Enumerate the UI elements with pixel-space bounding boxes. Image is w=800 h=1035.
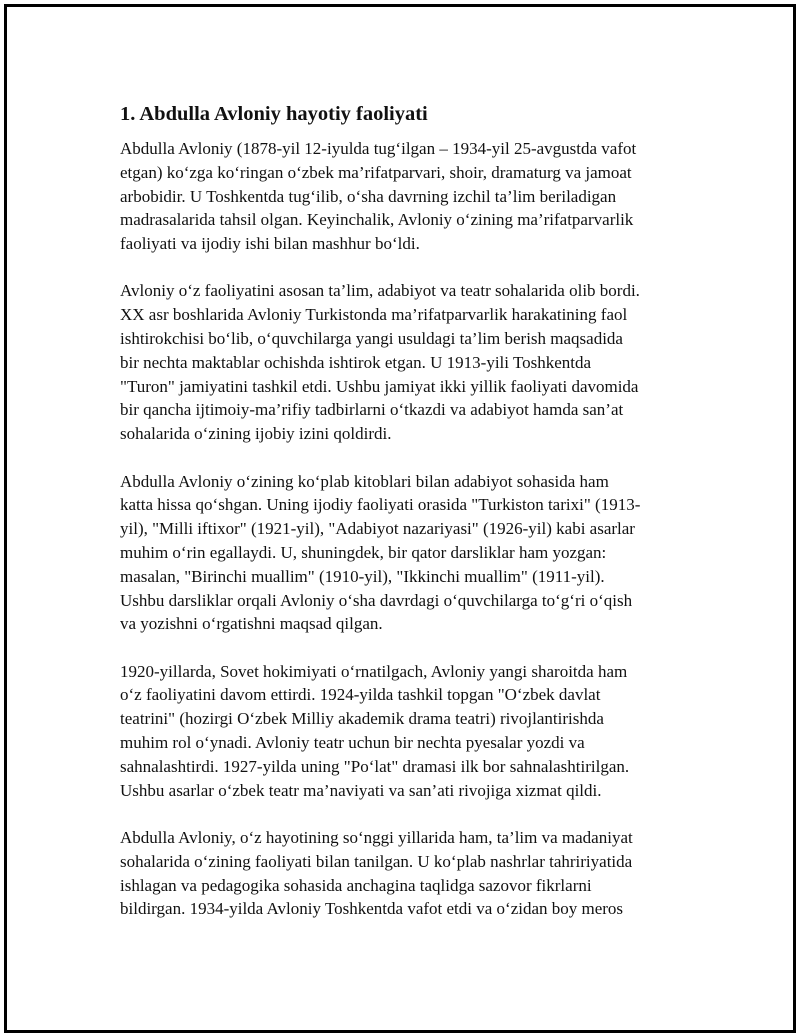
paragraph-line: katta hissa qo‘shgan. Uning ijodiy faoliyati orasida "Turkiston tarixi" (1913-	[120, 495, 641, 515]
page-title: 1. Abdulla Avloniy hayotiy faoliyati	[120, 103, 428, 125]
paragraph-line: masalan, "Birinchi muallim" (1910-yil), "Ikkinchi muallim" (1911-yil).	[120, 566, 605, 586]
paragraph-line: madrasalarida tahsil olgan. Keyinchalik, Avloniy o‘zining ma’rifatparvarlik	[120, 210, 634, 230]
paragraph-line: ishlagan va pedagogika sohasida anchagina taqlidga sazovor fikrlarni	[120, 875, 592, 895]
paragraph	[120, 279, 700, 446]
page-frame	[4, 4, 796, 1033]
paragraph-line: Abdulla Avloniy, o‘z hayotining so‘nggi yillarida ham, ta’lim va madaniyat	[120, 827, 633, 847]
paragraph-line: va yozishni o‘rgatishni maqsad qilgan.	[120, 614, 383, 634]
paragraph-line: Avloniy o‘z faoliyatini asosan ta’lim, adabiyot va teatr sohalarida olib bordi.	[120, 281, 640, 301]
paragraph-line: Abdulla Avloniy (1878-yil 12-iyulda tug‘ilgan – 1934-yil 25-avgustda vafot	[120, 139, 637, 158]
paragraph-line: arbobidir. U Toshkentda tug‘ilib, o‘sha davrning izchil ta’lim beriladigan	[120, 186, 617, 206]
paragraph	[120, 660, 700, 803]
paragraph-line: muhim o‘rin egallaydi. U, shuningdek, bir qator darsliklar ham yozgan:	[120, 542, 607, 562]
paragraph-line: faoliyati va ijodiy ishi bilan mashhur bo‘ldi.	[120, 234, 420, 254]
paragraph-line: Ushbu asarlar o‘zbek teatr ma’naviyati va san’ati rivojiga xizmat qildi.	[120, 780, 602, 800]
paragraph-line: XX asr boshlarida Avloniy Turkistonda ma’rifatparvarlik harakatining faol	[120, 305, 628, 325]
paragraph-line: "Turon" jamiyatini tashkil etdi. Ushbu jamiyat ikki yillik faoliyati davomida	[120, 376, 639, 396]
paragraph-line: o‘z faoliyatini davom ettirdi. 1924-yilda tashkil topgan "O‘zbek davlat	[120, 685, 601, 705]
paragraph-line: sohalarida o‘zining faoliyati bilan tanilgan. U ko‘plab nashrlar tahririyatida	[120, 851, 633, 871]
paragraph-list	[120, 137, 700, 921]
paragraph-line: bir nechta maktablar ochishda ishtirok etgan. U 1913-yili Toshkentda	[120, 352, 592, 372]
paragraph-line: Ushbu darsliklar orqali Avloniy o‘sha davrdagi o‘quvchilarga to‘g‘ri o‘qish	[120, 590, 633, 610]
paragraph-line: Abdulla Avloniy o‘zining ko‘plab kitoblari bilan adabiyot sohasida ham	[120, 471, 609, 491]
paragraph-line: etgan) ko‘zga ko‘ringan o‘zbek ma’rifatparvari, shoir, dramaturg va jamoat	[120, 162, 632, 182]
paragraph-line: yil), "Milli iftixor" (1921-yil), "Adabiyot nazariyasi" (1926-yil) kabi asarlar	[120, 519, 635, 539]
paragraph	[120, 826, 700, 921]
paragraph-line: muhim rol o‘ynadi. Avloniy teatr uchun bir nechta pyesalar yozdi va	[120, 733, 585, 753]
document-body	[120, 101, 700, 945]
paragraph-line: ishtirokchisi bo‘lib, o‘quvchilarga yangi usuldagi ta’lim berish maqsadida	[120, 329, 623, 349]
paragraph-line: sahnalashtirdi. 1927-yilda uning "Po‘lat" dramasi ilk bor sahnalashtirilgan.	[120, 756, 630, 776]
paragraph	[120, 137, 700, 256]
paragraph	[120, 470, 700, 637]
paragraph-line: bildirgan. 1934-yilda Avloniy Toshkentda vafot etdi va o‘zidan boy meros	[120, 899, 624, 919]
paragraph-line: sohalarida o‘zining ijobiy izini qoldirdi.	[120, 424, 392, 444]
paragraph-line: bir qancha ijtimoiy-ma’rifiy tadbirlarni o‘tkazdi va adabiyot hamda san’at	[120, 400, 624, 420]
paragraph-line: 1920-yillarda, Sovet hokimiyati o‘rnatilgach, Avloniy yangi sharoitda ham	[120, 661, 628, 681]
paragraph-line: teatrini" (hozirgi O‘zbek Milliy akademik drama teatri) rivojlantirishda	[120, 709, 604, 729]
